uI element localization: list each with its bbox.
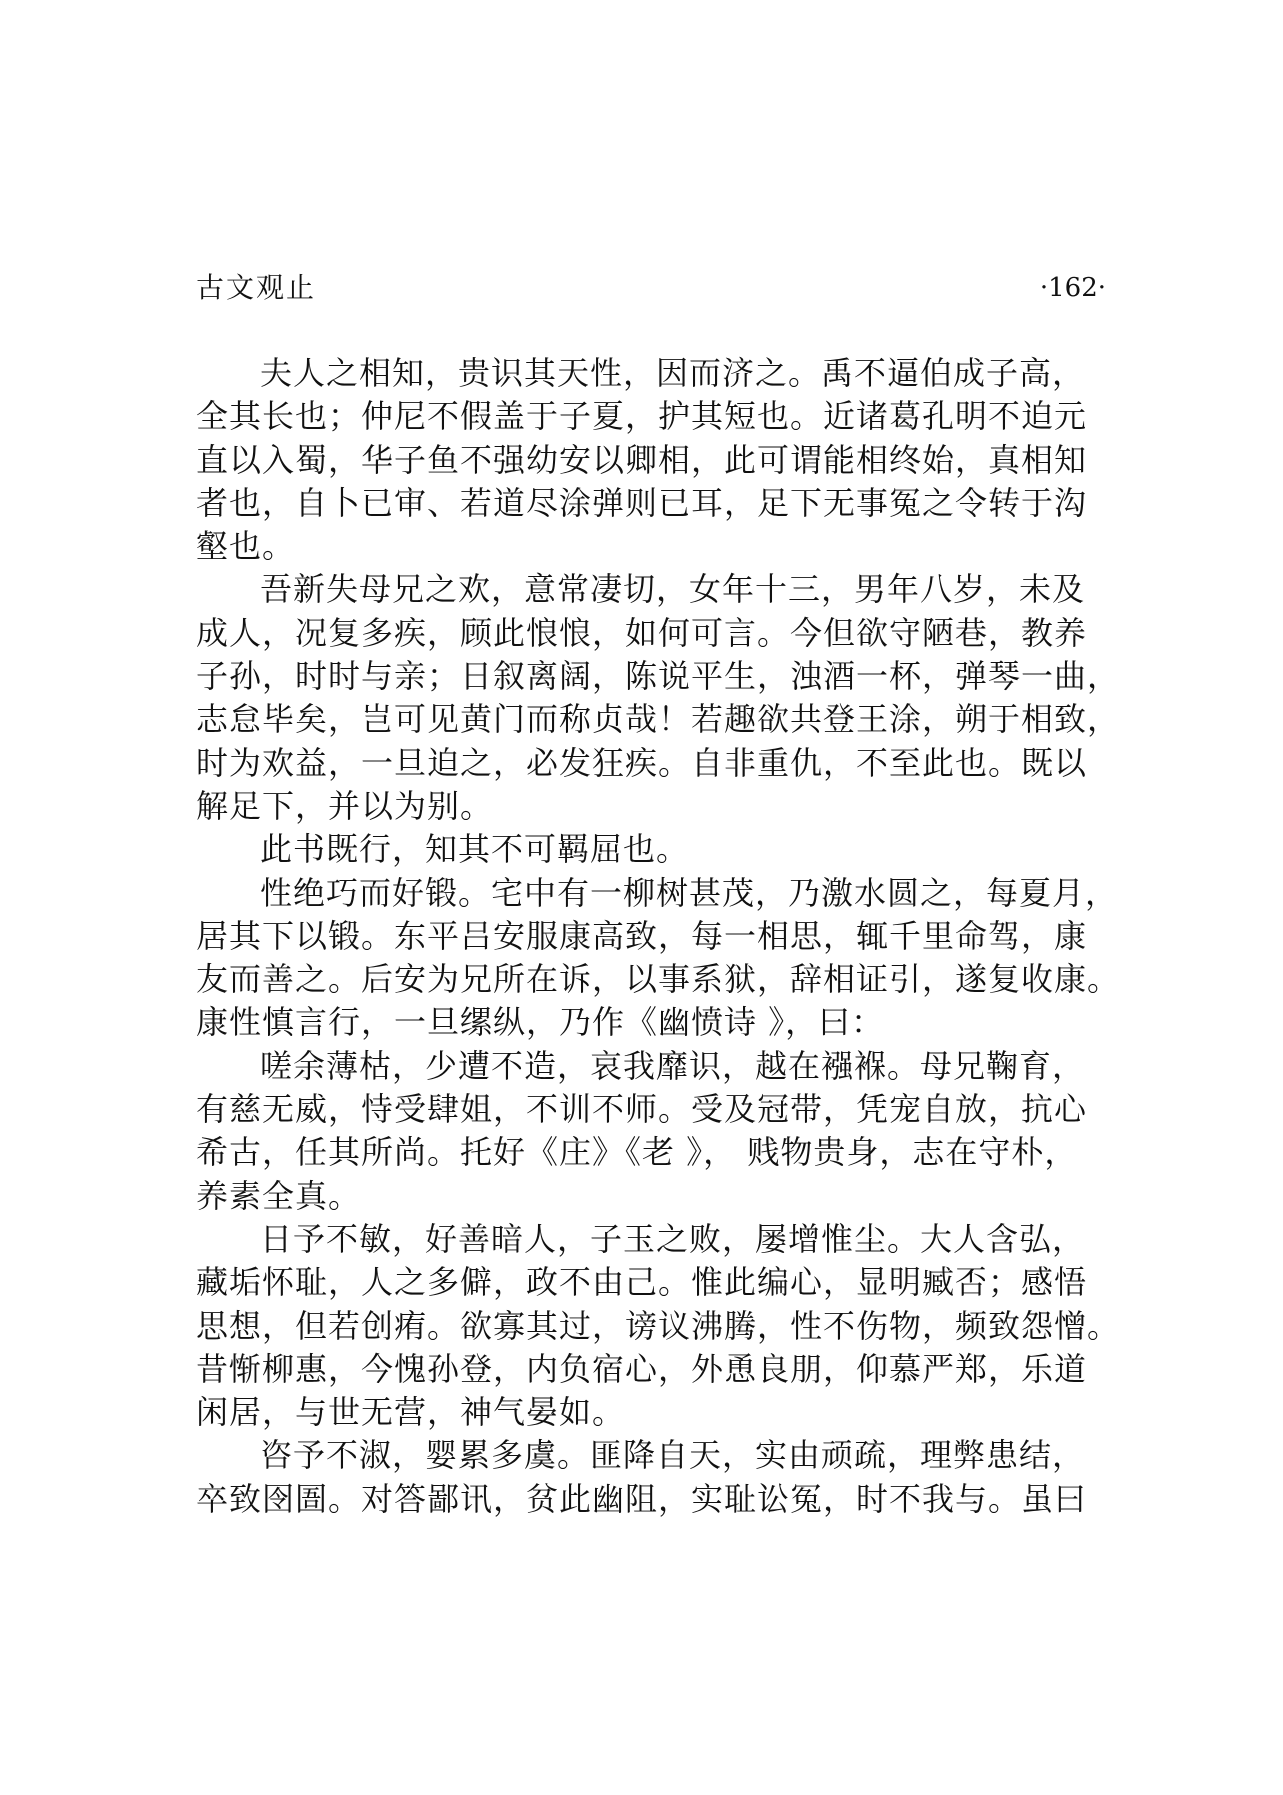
text-line: 昔惭柳惠，今愧孙登，内负宿心，外恿良朋，仰慕严郑，乐道	[196, 1349, 1088, 1388]
text-line: 希古，任其所尚。托好《庄》《老 》， 贱物贵身，志在守朴，	[196, 1133, 1078, 1172]
text-line: 藏垢怀耻，人之多僻，政不由己。惟此编心，显明臧否；感悟	[196, 1263, 1088, 1302]
text-line: 闲居，与世无营，神气晏如。	[196, 1393, 626, 1432]
text-line: 卒致囹圄。对答鄙讯，贫此幽阻，实耻讼冤，时不我与。虽曰	[196, 1479, 1088, 1518]
text-line: 志怠毕矣，岂可见黄门而称贞哉！若趣欲共登王涂，朔于相致，	[196, 700, 1121, 739]
text-line: 成人，况复多疾，顾此悢悢，如何可言。今但欲守陋巷，教养	[196, 613, 1088, 652]
text-line: 直以入蜀，华子鱼不强幼安以卿相，此可谓能相终始，真相知	[196, 440, 1088, 479]
text-line: 吾新失母兄之欢，意常凄切，女年十三，男年八岁，未及	[260, 570, 1086, 609]
text-line: 嗟余薄枯，少遭不造，哀我靡识，越在襁褓。母兄鞠育，	[260, 1046, 1086, 1085]
text-line: 思想，但若创痏。欲寡其过，谤议沸腾，性不伤物，频致怨憎。	[196, 1306, 1121, 1345]
text-line: 养素全真。	[196, 1176, 362, 1215]
text-line: 壑也。	[196, 527, 296, 566]
text-line: 有慈无威，恃受肆姐，不训不师。受及冠带，凭宠自放，抗心	[196, 1090, 1088, 1129]
text-line: 时为欢益，一旦迫之，必发狂疾。自非重仇，不至此也。既以	[196, 743, 1088, 782]
page-header	[196, 268, 1106, 308]
text-line: 全其长也；仲尼不假盖于子夏，护其短也。近诸葛孔明不迫元	[196, 397, 1088, 436]
text-line: 日予不敏，好善暗人，子玉之败，屡增惟尘。大人含弘，	[260, 1219, 1086, 1258]
text-line: 咨予不淑，婴累多虞。匪降自天，实由顽疏，理弊患结，	[260, 1436, 1086, 1475]
text-line: 者也，自卜已审、若道尽涂弹则已耳，足下无事冤之令转于沟	[196, 483, 1088, 522]
text-line: 康性慎言行，一旦缧纵，乃作《幽愤诗 》，曰：	[196, 1003, 885, 1042]
text-line: 子孙，时时与亲；日叙离阔，陈说平生，浊酒一杯，弹琴一曲，	[196, 657, 1121, 696]
text-line: 居其下以锻。东平吕安服康高致，每一相思，辄千里命驾，康	[196, 916, 1088, 955]
page-number: ·162·	[1039, 273, 1106, 303]
body-text	[196, 352, 1121, 1521]
text-line: 性绝巧而好锻。宅中有一柳树甚茂，乃激水圆之，每夏月，	[260, 873, 1119, 912]
text-line: 友而善之。后安为兄所在诉，以事系狱，辞相证引，遂复收康。	[196, 960, 1121, 999]
book-title: 古文观止	[196, 271, 317, 304]
text-line: 夫人之相知，贵识其天性，因而济之。禹不逼伯成子高，	[260, 354, 1086, 392]
text-line: 解足下，并以为别。	[196, 786, 494, 825]
text-line: 此书既行，知其不可羁屈也。	[260, 830, 690, 869]
